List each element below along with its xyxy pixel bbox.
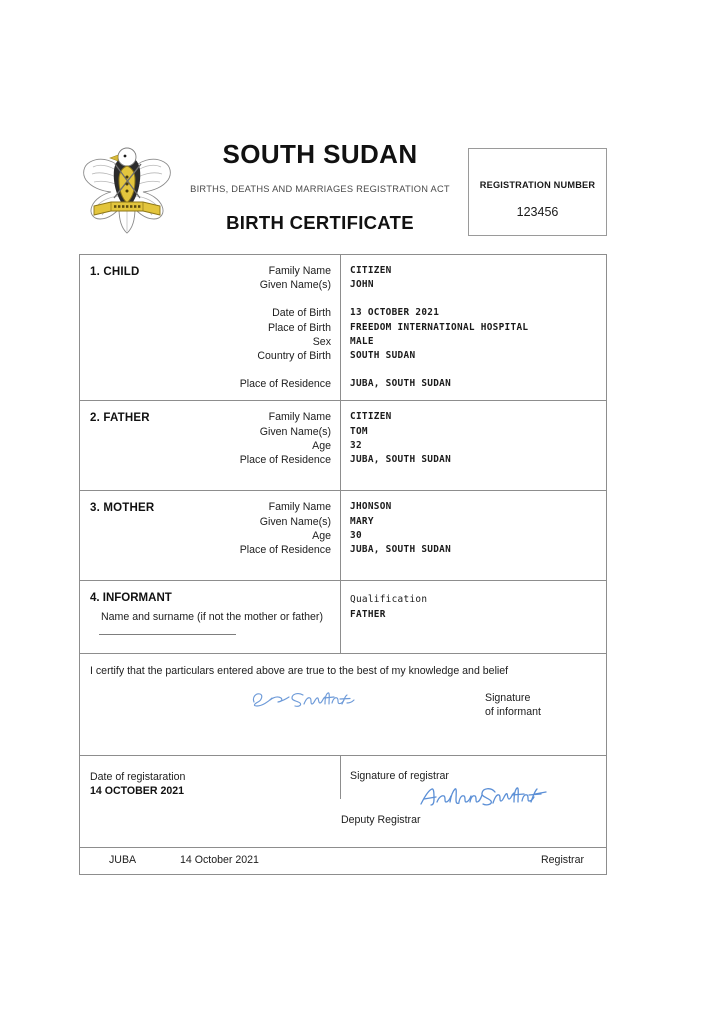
child-place-of-birth-label: Place of Birth: [267, 321, 331, 334]
child-given-names-label: Given Name(s): [259, 279, 331, 292]
father-given-names-value: TOM: [350, 425, 368, 437]
child-family-name-value: CITIZEN: [350, 265, 392, 276]
father-age-label: Age: [312, 439, 331, 452]
child-place-of-birth-value: FREEDOM INTERNATIONAL HOSPITAL: [350, 321, 529, 333]
act-subtitle: BIRTHS, DEATHS AND MARRIAGES REGISTRATION ACT: [190, 184, 450, 194]
section-registrar: [80, 756, 606, 848]
mother-age-value: 30: [350, 529, 362, 541]
section-child: [80, 255, 606, 401]
informant-qualification-column: [341, 581, 606, 653]
child-values-column: [341, 255, 606, 400]
footer-place: JUBA: [109, 854, 137, 867]
mother-place-of-residence-value: JUBA, SOUTH SUDAN: [350, 544, 452, 556]
footer-date: 14 October 2021: [180, 854, 259, 867]
mother-family-name-label: Family Name: [268, 501, 331, 514]
section-informant: [80, 581, 606, 654]
informant-qualification-value: FATHER: [350, 609, 386, 621]
child-country-of-birth-value: SOUTH SUDAN: [350, 350, 416, 362]
father-family-name-value: CITIZEN: [350, 411, 392, 423]
registration-date-value: 14 OCTOBER 2021: [90, 785, 185, 798]
mother-place-of-residence-label: Place of Residence: [239, 544, 331, 557]
registration-number-value: 123456: [516, 205, 559, 219]
mother-given-names-label: Given Name(s): [259, 515, 331, 528]
child-sex-label: Sex: [312, 335, 331, 348]
mother-given-names-value: MARY: [350, 515, 374, 527]
father-place-of-residence-label: Place of Residence: [239, 454, 331, 467]
registrar-signature-column: [341, 756, 606, 827]
child-place-of-residence-value: JUBA, SOUTH SUDAN: [350, 378, 452, 390]
father-place-of-residence-value: JUBA, SOUTH SUDAN: [350, 454, 452, 466]
child-date-of-birth-value: 13 OCTOBER 2021: [350, 307, 440, 319]
informant-qualification-label: Qualification: [350, 594, 428, 606]
registration-date-label: Date of registaration: [90, 771, 186, 784]
child-family-name-label: Family Name: [268, 265, 331, 277]
mother-values-column: [341, 491, 606, 580]
document-title: BIRTH CERTIFICATE: [226, 212, 414, 233]
country-title: SOUTH SUDAN: [222, 139, 418, 169]
mother-age-label: Age: [312, 529, 331, 542]
header-titles: [179, 132, 461, 234]
certification-statement: I certify that the particulars entered above are true to the best of my knowledge and belief: [90, 665, 509, 678]
child-labels-column: [80, 255, 341, 400]
signature-of-informant-label: Signature of informant: [485, 692, 541, 718]
certificate-table: [79, 254, 607, 875]
section-mother: [80, 491, 606, 581]
deputy-registrar-label: Deputy Registrar: [341, 814, 421, 827]
footer-registrar-label: Registrar: [541, 854, 584, 867]
child-date-of-birth-label: Date of Birth: [272, 307, 331, 320]
father-values-column: [341, 401, 606, 490]
father-section-title: 2. FATHER: [90, 412, 150, 425]
registration-number-box: [468, 148, 607, 236]
informant-signature: [248, 686, 363, 712]
child-section-title: 1. CHILD: [90, 266, 140, 278]
father-given-names-label: Given Name(s): [259, 425, 331, 438]
mother-section-title: 3. MOTHER: [90, 502, 155, 515]
mother-family-name-value: JHONSON: [350, 501, 392, 513]
father-age-value: 32: [350, 439, 362, 451]
signature-of-registrar-label: Signature of registrar: [350, 770, 449, 783]
informant-section-title: 4. INFORMANT: [90, 592, 172, 605]
section-father: [80, 401, 606, 491]
informant-name-prompt: Name and surname (if not the mother or father): [101, 611, 323, 624]
child-given-names-value: JOHN: [350, 279, 374, 291]
child-sex-value: MALE: [350, 335, 374, 347]
registrar-signature: [417, 782, 547, 812]
informant-name-blank-line[interactable]: [99, 634, 236, 635]
registration-date-column: [80, 756, 341, 799]
south-sudan-coat-of-arms-icon: [81, 136, 173, 236]
father-family-name-label: Family Name: [268, 411, 331, 424]
certificate-header: [79, 132, 607, 244]
informant-labels-column: [80, 581, 341, 653]
child-place-of-residence-label: Place of Residence: [239, 378, 331, 391]
mother-labels-column: [80, 491, 341, 580]
father-labels-column: [80, 401, 341, 490]
child-country-of-birth-label: Country of Birth: [257, 350, 331, 363]
registration-number-label: REGISTRATION NUMBER: [479, 180, 596, 190]
section-certification: [80, 654, 606, 756]
certificate-footer: [80, 848, 606, 874]
